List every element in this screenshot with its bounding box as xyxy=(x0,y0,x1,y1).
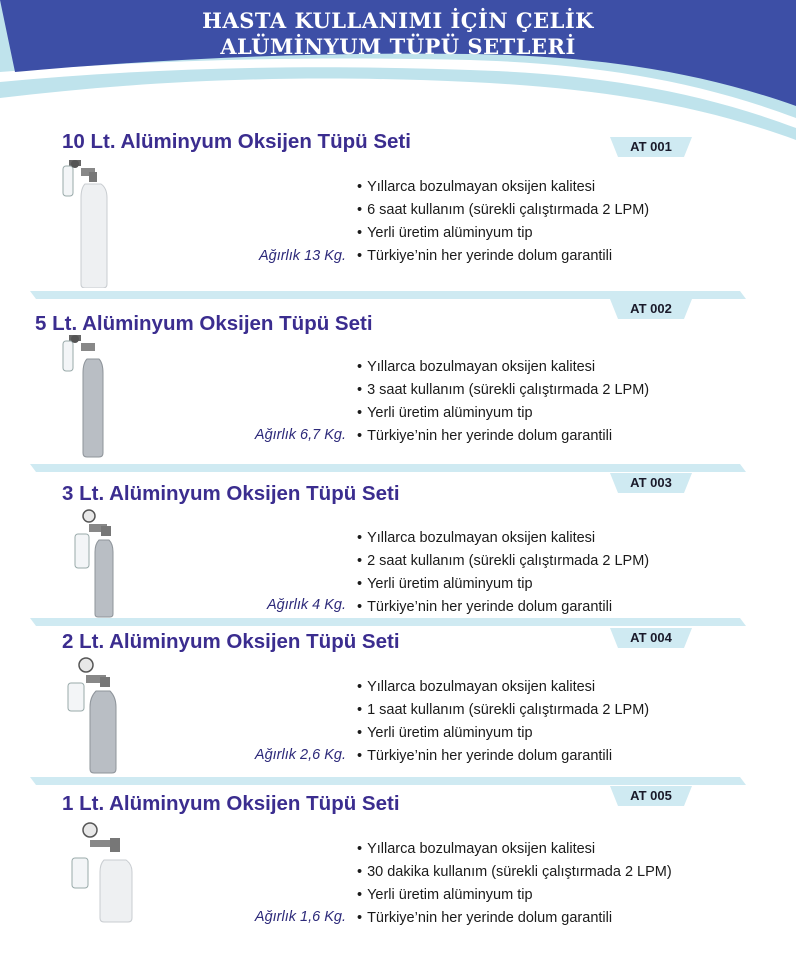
feature-list xyxy=(357,527,649,619)
feature-item: • Türkiye’nin her yerinde dolum garantili xyxy=(357,425,649,448)
product-weight: Ağırlık 2,6 Kg. xyxy=(254,747,346,763)
feature-item: • Yıllarca bozulmayan oksijen kalitesi xyxy=(357,838,672,861)
oxygen-cylinder-image xyxy=(60,655,130,780)
product-code-badge xyxy=(610,137,700,157)
feature-item: • 1 saat kullanım (sürekli çalıştırmada 2 LPM) xyxy=(357,699,649,722)
feature-item: • Yerli üretim alüminyum tip xyxy=(357,884,672,907)
feature-item: • Yıllarca bozulmayan oksijen kalitesi xyxy=(357,527,649,550)
feature-item: • Yıllarca bozulmayan oksijen kalitesi xyxy=(357,676,649,699)
feature-item: • 30 dakika kullanım (sürekli çalıştırmada 2 LPM) xyxy=(357,861,672,884)
product-code-badge xyxy=(610,628,700,648)
feature-item: • Türkiye’nin her yerinde dolum garantili xyxy=(357,907,672,930)
page-title-line-2: ALÜMİNYUM TÜPÜ SETLERİ xyxy=(220,34,576,59)
feature-list xyxy=(357,838,672,930)
feature-item: • Yıllarca bozulmayan oksijen kalitesi xyxy=(357,176,649,199)
feature-item: • Yerli üretim alüminyum tip xyxy=(357,722,649,745)
feature-item: • Yerli üretim alüminyum tip xyxy=(357,573,649,596)
header-banner xyxy=(0,0,796,140)
product-code-badge xyxy=(610,473,700,493)
product-title: 5 Lt. Alüminyum Oksijen Tüpü Seti xyxy=(35,312,373,335)
product-title: 2 Lt. Alüminyum Oksijen Tüpü Seti xyxy=(62,630,400,653)
feature-item: • Türkiye’nin her yerinde dolum garantili xyxy=(357,596,649,619)
feature-item: • Türkiye’nin her yerinde dolum garantili xyxy=(357,245,649,268)
feature-item: • 3 saat kullanım (sürekli çalıştırmada 2 LPM) xyxy=(357,379,649,402)
product-title: 3 Lt. Alüminyum Oksijen Tüpü Seti xyxy=(62,482,400,505)
product-code: AT 005 xyxy=(630,788,672,803)
product-code: AT 003 xyxy=(630,475,672,490)
product-weight: Ağırlık 13 Kg. xyxy=(258,248,346,264)
product-weight: Ağırlık 4 Kg. xyxy=(267,597,346,613)
feature-item: • Yerli üretim alüminyum tip xyxy=(357,222,649,245)
feature-item: • Yıllarca bozulmayan oksijen kalitesi xyxy=(357,356,649,379)
oxygen-cylinder-image xyxy=(55,333,115,463)
product-weight: Ağırlık 6,7 Kg. xyxy=(254,427,346,443)
feature-item: • Yerli üretim alüminyum tip xyxy=(357,402,649,425)
product-title: 10 Lt. Alüminyum Oksijen Tüpü Seti xyxy=(62,130,411,153)
page-title-line-1: HASTA KULLANIMI İÇİN ÇELİK xyxy=(202,8,594,33)
section-divider xyxy=(30,777,746,785)
oxygen-cylinder-image xyxy=(65,508,125,623)
product-weight: Ağırlık 1,6 Kg. xyxy=(254,909,346,925)
product-code: AT 002 xyxy=(630,301,672,316)
section-divider xyxy=(30,618,746,626)
product-title: 1 Lt. Alüminyum Oksijen Tüpü Seti xyxy=(62,792,400,815)
feature-item: • 2 saat kullanım (sürekli çalıştırmada 2 LPM) xyxy=(357,550,649,573)
feature-list xyxy=(357,356,649,448)
feature-list xyxy=(357,676,649,768)
oxygen-cylinder-image xyxy=(60,820,140,930)
section-divider xyxy=(30,464,746,472)
section-divider xyxy=(30,291,746,299)
feature-item: • Türkiye’nin her yerinde dolum garantili xyxy=(357,745,649,768)
page-title xyxy=(0,8,796,60)
feature-list xyxy=(357,176,649,268)
product-code: AT 004 xyxy=(630,630,672,645)
product-code-badge xyxy=(610,786,700,806)
feature-item: • 6 saat kullanım (sürekli çalıştırmada 2 LPM) xyxy=(357,199,649,222)
product-code-badge xyxy=(610,299,700,319)
product-code: AT 001 xyxy=(630,139,672,154)
oxygen-cylinder-image xyxy=(55,158,115,293)
